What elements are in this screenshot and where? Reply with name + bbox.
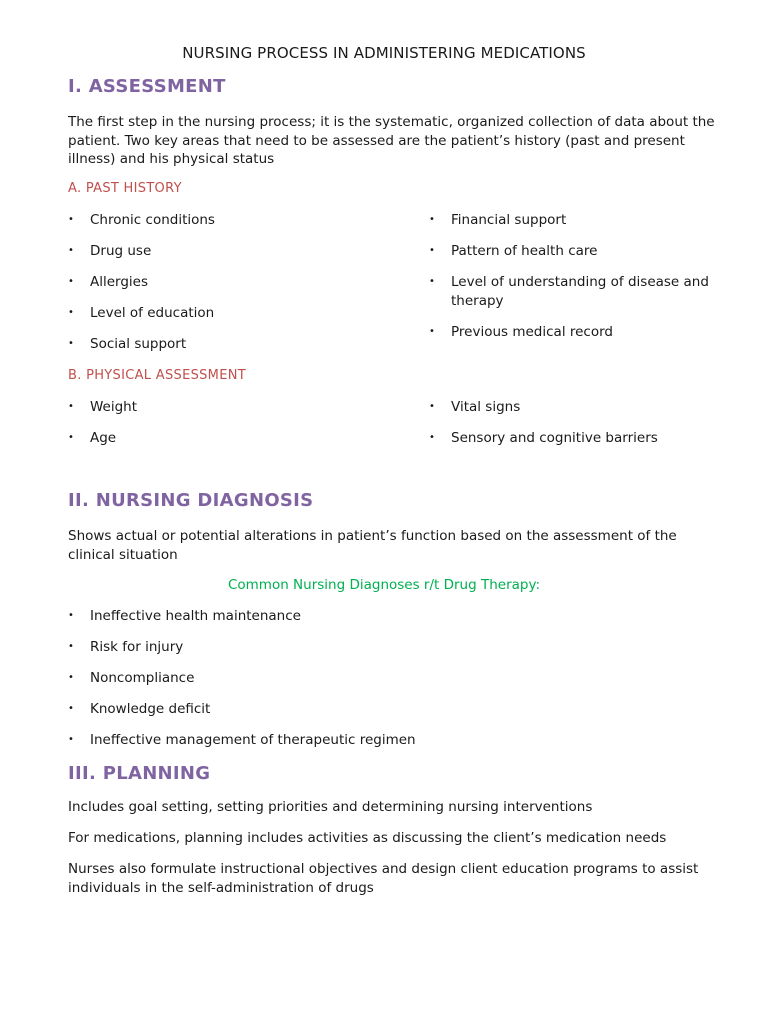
assessment-intro: The first step in the nursing process; it is the systematic, organized collection of data about the patient. Two key areas that need to be assessed are the patient’s history (past and present illness) and his physical status (68, 114, 715, 167)
bullet-icon: • (429, 214, 435, 225)
past-history-heading: A. PAST HISTORY (68, 181, 182, 196)
diagnosis-caption: Common Nursing Diagnoses r/t Drug Therapy: (227, 577, 541, 593)
diagnosis-heading: II. NURSING DIAGNOSIS (68, 490, 314, 511)
bullet-icon: • (429, 245, 435, 256)
bullet-icon: • (68, 672, 74, 683)
bullet-icon: • (429, 276, 435, 287)
bullet-icon: • (68, 307, 74, 318)
bullet-icon: • (68, 641, 74, 652)
bullet-icon: • (68, 338, 74, 349)
assessment-heading: I. ASSESSMENT (68, 76, 226, 97)
bullet-icon: • (68, 401, 74, 412)
bullet-icon: • (68, 432, 74, 443)
bullet-icon: • (429, 401, 435, 412)
diagnosis-intro: Shows actual or potential alterations in patient’s function based on the assessment of the clinical situation (68, 528, 677, 563)
planning-paragraph: Includes goal setting, setting priorities and determining nursing interventions (68, 799, 593, 815)
bullet-icon: • (68, 734, 74, 745)
bullet-icon: • (68, 245, 74, 256)
bullet-icon: • (68, 276, 74, 287)
bullet-icon: • (68, 610, 74, 621)
document-title: NURSING PROCESS IN ADMINISTERING MEDICATIONS (182, 44, 586, 62)
planning-heading: III. PLANNING (68, 763, 211, 784)
document-page: NURSING PROCESS IN ADMINISTERING MEDICATIONS I. ASSESSMENT The first step in the nursing process; it is the systematic, organized collection of data about the patient. Two key areas that need to be assessed are the patient’s history (past and present illness) and his physical status A. PAST HISTORY • Chronic conditions • Drug use • Allergies • Level of education • Social support • Financial support • Pattern of health care • Level of understanding of disease and therapy • Previous medical record B. PHYSICAL ASSESSMENT • Weight • Age • Vital signs • Sensory and cognitive barriers II. NURSING DIAGNOSIS Shows actual or potential alterations in patient’s function based on the assessment of the clinical situation Common Nursing Diagnoses r/t Drug Therapy: • Ineffective health maintenance • Risk for injury • Noncompliance • Knowledge deficit • Ineffective management of therapeutic regimen III. PLANNING Includes goal setting, setting priorities and determining nursing interventions For medications, planning includes activities as discussing the client’s medication needs Nurses also formulate instructional objectives and design client education programs to assist individuals in the self-administration of drugs (0, 0, 768, 1024)
planning-paragraph: Nurses also formulate instructional objectives and design client education programs to assist individuals in the self-administration of drugs (68, 861, 699, 896)
bullet-icon: • (68, 214, 74, 225)
bullet-icon: • (68, 703, 74, 714)
bullet-icon: • (429, 432, 435, 443)
bullet-icon: • (429, 326, 435, 337)
planning-paragraph: For medications, planning includes activities as discussing the client’s medication needs (68, 830, 667, 846)
physical-assessment-heading: B. PHYSICAL ASSESSMENT (68, 368, 246, 383)
